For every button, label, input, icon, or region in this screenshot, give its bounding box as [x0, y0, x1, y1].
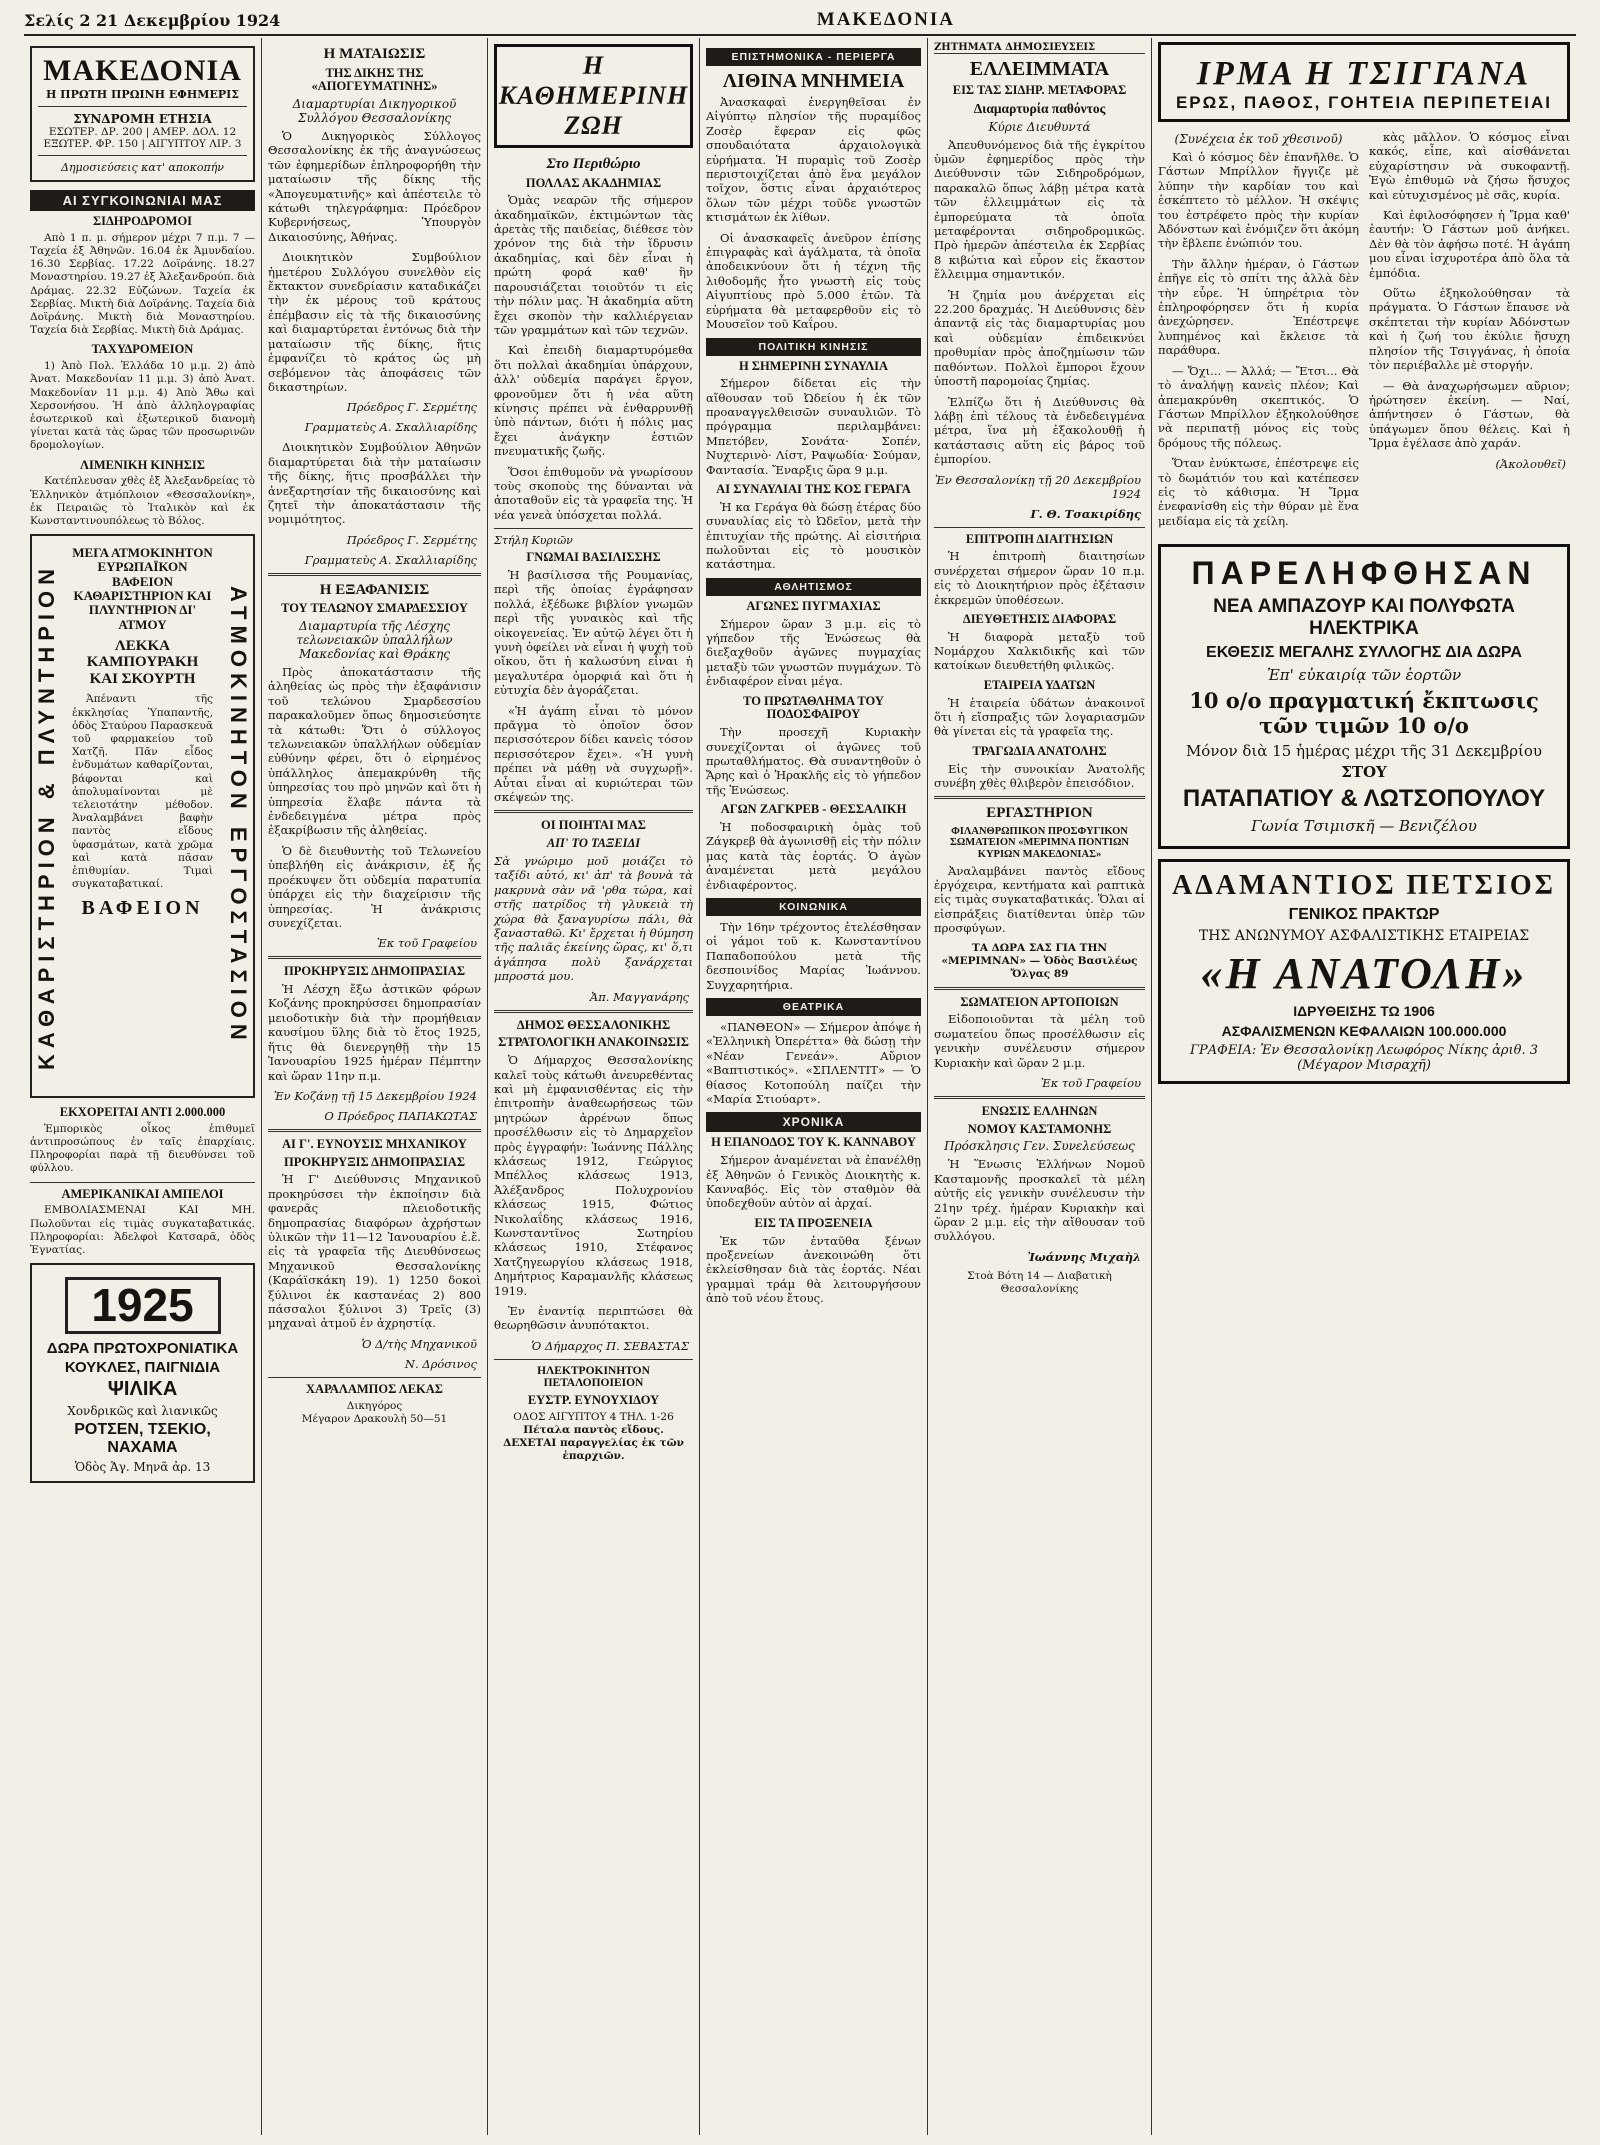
article-2-paragraph-2: Ὁ δὲ διευθυντὴς τοῦ Τελωνείου ὑπεβλήθη εἰς ἀνάκρισιν, ἐξ ἧς προέκυψεν ὅτι οὐδεμία παρατυπία ὑπάρχει εἰς τὴν διαχείρισιν τῆς ὑπηρεσίας. Ἡ ἀνάκρισις συνεχίζεται.	[268, 843, 481, 930]
article-3-signature-1: Ἐν Κοζάνῃ τῇ 15 Δεκεμβρίου 1924	[273, 1088, 477, 1103]
article-18-paragraph: Ἡ διαφορὰ μεταξὺ τοῦ Νομάρχου Χαλκιδικῆς καὶ τῶν κατοίκων διευθετήθη φιλικῶς.	[934, 629, 1145, 673]
article-4-signature-2: Ν. Δρόσινος	[404, 1356, 477, 1371]
article-21-subheadline: ΦΙΛΑΝΘΡΩΠΙΚΟΝ ΠΡΟΣΦΥΓΙΚΟΝ ΣΩΜΑΤΕΙΟΝ «ΜΕΡΙΜΝΑ ΠΟΝΤΙΩΝ ΚΥΡΙΩΝ ΜΑΚΕΔΟΝΙΑΣ»	[950, 825, 1129, 860]
insurance-advert	[1158, 859, 1570, 1084]
column-2	[262, 38, 488, 2135]
social-section-label: ΚΟΙΝΩΝΙΚΑ	[706, 898, 921, 916]
farrier-advert-line-2: ΔΕΧΕΤΑΙ παραγγελίας ἐκ τῶν ἐπαρχιῶν.	[503, 1436, 684, 1462]
serial-subtitle: ΕΡΩΣ, ΠΑΘΟΣ, ΓΟΗΤΕΙΑ ΠΕΡΙΠΕΤΕΙΑΙ	[1175, 93, 1553, 112]
article-13-paragraph: Ἡ ποδοσφαιρικὴ ὁμὰς τοῦ Ζάγκρεβ θὰ ἀγωνισθῇ εἰς τὴν πόλιν μας κατὰ τὰς ἑορτάς. Ὁ ἀγὼν ἀναμένεται μετὰ μεγάλου ἐνδιαφέροντος.	[706, 819, 921, 892]
article-10-headline: ΑΙ ΣΥΝΑΥΛΙΑΙ ΤΗΣ ΚΟΣ ΓΕΡΑΓΑ	[716, 482, 911, 497]
railways-heading: ΣΙΔΗΡΟΔΡΟΜΟΙ	[92, 214, 193, 228]
article-8-paragraph-2: Οἱ ἀνασκαφεῖς ἀνεῦρον ἐπίσης ἐπιγραφὰς καὶ ἀγάλματα, τὰ ὁποῖα ἀποδεικνύουν ὅτι ἡ τέχνη τῆς λιθοδομῆς ἦτο γνωστὴ εἰς τοὺς Αἰγυπτίους πρὸ 5.000 ἐτῶν. Τὰ εὑρήματα θὰ μεταφερθοῦν εἰς τὸ Μουσεῖον τοῦ Καΐρου.	[706, 230, 921, 332]
farrier-advert-name: ΕΥΣΤΡ. ΕΥΝΟΥΧΙΔΟΥ	[527, 1393, 660, 1408]
article-16-kicker: Διαμαρτυρία παθόντος	[973, 100, 1106, 116]
article-3-headline: ΠΡΟΚΗΡΥΞΙΣ ΔΗΜΟΠΡΑΣΙΑΣ	[284, 964, 465, 979]
social-paragraph: Τὴν 16ην τρέχοντος ἐτελέσθησαν οἱ γάμοι τοῦ κ. Κωνσταντίνου Παπαδοπούλου μετὰ τῆς δεσποινίδος Μαρίας Ἰωάννου. Συγχαρητήρια.	[706, 919, 921, 992]
paper-title-box	[30, 46, 255, 182]
article-8-paragraph-1: Ἀνασκαφαὶ ἐνεργηθεῖσαι ἐν Αἰγύπτῳ πλησίον τῆς πυραμίδος Ζοσὲρ ἔφεραν εἰς φῶς σπουδαιότατα ἀρχαιολογικὰ εὑρήματα. Ἡ πυραμὶς τοῦ Ζοσὲρ περιστοιχίζεται ἀπὸ ἕνα μεγάλον τοῖχον, ὅστις εἶναι ἀρχαιότερος ὅλων τῶν μέχρι τοῦδε γνωστῶν κτισμάτων ἐκ λίθων.	[706, 95, 921, 225]
advert-year: 1925	[65, 1277, 221, 1334]
article-2-kicker: Διαμαρτυρία τῆς Λέσχης τελωνειακῶν ὑπαλλήλων Μακεδονίας καὶ Θράκης	[296, 619, 453, 661]
article-1-subheadline: ΤΗΣ ΔΙΚΗΣ ΤΗΣ «ΑΠΟΓΕΥΜΑΤΙΝΗΣ»	[311, 65, 438, 94]
article-4-headline: ΑΙ Γ'. ΕΥΝΟΥΣΙΣ ΜΗΧΑΝΙΚΟΥ	[282, 1136, 467, 1151]
article-14-headline: Η ΕΠΑΝΟΔΟΣ ΤΟΥ Κ. ΚΑΝΝΑΒΟΥ	[711, 1135, 916, 1150]
article-4-paragraph: Ἡ Γ' Διεύθυνσις Μηχανικοῦ προκηρύσσει τὴν ἐκποίησιν διὰ φανερᾶς πλειοδοτικῆς δημοπρασίας διαφόρων ἀχρήστων ὑλικῶν τὴν 11—12 Ἰανουαρίου ἐ.ἔ. εἰς τὰ γραφεῖα τῆς Διευθύνσεως Μηχανικοῦ Θεσσαλονίκης (Καράϊσκάκη 19). 1) 1250 δοκοὶ ξύλινοι ἐκ καστανέας 2) 800 πάσσαλοι ξύλινοι 3) Τρεῖς (3) μηχαναὶ ἀτμοῦ ἐν ἀχρηστίᾳ.	[268, 1172, 481, 1331]
poem-author: Ἀπ. Μαγγανάρης	[589, 989, 689, 1004]
article-6-paragraph-2: «Ἡ ἀγάπη εἶναι τὸ μόνον πρᾶγμα τὸ ὁποῖον ὅσον περισσότερον δίδει κανεὶς τόσον περισσότερον ἔχει». «Ἡ γυνὴ πρέπει νὰ μάθῃ νὰ συγχωρῇ». Αὗται εἶναι αἱ κυριώτεραι τῶν σκέψεών της.	[494, 703, 693, 805]
article-1-signature-2: Γραμματεὺς Α. Σκαλλιαρίδης	[304, 420, 477, 435]
paper-subtitle: Η ΠΡΩΤΗ ΠΡΩΙΝΗ ΕΦΗΜΕΡΙΣ	[45, 88, 240, 101]
vines-heading: ΑΜΕΡΙΚΑΝΙΚΑΙ ΑΜΠΕΛΟΙ	[61, 1186, 224, 1201]
port-heading: ΛΙΜΕΝΙΚΗ ΚΙΝΗΣΙΣ	[80, 457, 205, 472]
advert-heading: ΜΕΓΑ ΑΤΜΟΚΙΝΗΤΟΝ ΕΥΡΩΠΑΪΚΟΝ ΒΑΦΕΙΟΝ ΚΑΘΑΡΙΣΤΗΡΙΟΝ ΚΑΙ ΠΛΥΝΤΗΡΙΟΝ ΔΙ' ΑΤΜΟΥ	[72, 545, 213, 632]
article-23-subheadline: ΝΟΜΟΥ ΚΑΣΤΑΜΟΝΗΣ	[967, 1121, 1112, 1136]
insurance-advert-name: ΑΔΑΜΑΝΤΙΟΣ ΠΕΤΣΙΟΣ	[1172, 870, 1556, 902]
paper-title: ΜΑΚΕΔΟΝΙΑ	[43, 54, 242, 87]
section-title-daily-life: Η ΚΑΘΗΜΕΡΙΝΗ ΖΩΗ	[494, 44, 693, 148]
lighting-advert-line-3: ΕΚΘΕΣΙΣ ΜΕΓΑΛΗΣ ΣΥΛΛΟΓΗΣ ΔΙΑ ΔΩΡΑ	[1206, 644, 1522, 662]
article-16-paragraph-1: Ἀπευθυνόμενος διὰ τῆς ἐγκρίτου ὑμῶν ἐφημερίδος πρὸς τὴν Διεύθυνσιν τῶν Σιδηροδρόμων, παρακαλῶ ὅπως λάβῃ μέτρα κατὰ τῶν ἐλλειμμάτων εἰς τὰ ἐμπορεύματα τὰ ὁποῖα μεταφέρονται σιδηροδρομικῶς. Πρὸ ἡμερῶν ἀπέστειλα ἐκ Σερβίας 8 κιβώτια καὶ εὗρον εἰς ἕκαστον ἔλλειμμα σημαντικόν.	[934, 137, 1145, 282]
article-7-paragraph-1: Ὁ Δήμαρχος Θεσσαλονίκης καλεῖ τοὺς κάτωθι ἀνευρεθέντας καὶ μὴ ἐμφανισθέντας εἰς τὴν ἐπιτροπὴν ἀναθεωρήσεως τῶν μητρώων ἀρρένων ὅπως προσέλθωσιν εἰς τὸ Δημαρχεῖον πρὸς ἐγγραφήν: Ἰωάννης Πάλλης κλάσεως 1912, Γεώργιος Μπέλλος κλάσεως 1913, Ἀλέξανδρος Πολυχρονίου κλάσεως 1915, Φώτιος Νικολαΐδης κλάσεως 1916, Κωνσταντῖνος Σωτηρίου κλάσεως 1910, Στέφανος Χατζηγεωργίου κλάσεως 1918, Δημήτριος Καραμανλῆς κλάσεως 1919.	[494, 1053, 693, 1298]
advert-line-5: ΡΟΤΣΕΝ, ΤΣΕΚΙΟ, ΝΑΧΑΜΑ	[74, 1421, 211, 1457]
column-5	[928, 38, 1152, 2135]
serial-continuation-note: (Συνέχεια ἐκ τοῦ χθεσινοῦ)	[1174, 132, 1343, 146]
farrier-advert-address: ΟΔΟΣ ΑΙΓΥΠΤΟΥ 4 ΤΗΛ. 1-26	[513, 1410, 674, 1423]
advert-vertical-right: ΑΤΜΟΚΙΝΗΤΟΝ ΕΡΓΟΣΤΑΣΙΟΝ	[226, 586, 251, 1046]
article-5-paragraph-1: Ὁμὰς νεαρῶν τῆς σήμερον ἀκαδημαϊκῶν, ἐκτιμώντων τὰς ἀρετὰς τῆς παιδείας, διέθεσε τὸν χρόνον της διὰ τὴν ἵδρυσιν ἀκαδημίας, καὶ δὲν εἶναι ἡ πρώτη φορά καθ' ἣν παρουσιάζεται τοιοῦτόν τι εἰς τὴν πόλιν μας. Ἡ ἀκαδημία αὕτη ἔχει σκοπὸν τὴν καλλιέργειαν τῶν γραμμάτων καὶ τῶν τεχνῶν.	[494, 193, 693, 337]
article-2-signature: Ἐκ τοῦ Γραφείου	[376, 936, 477, 951]
article-16-paragraph-2: Ἡ ζημία μου ἀνέρχεται εἰς 22.200 δραχμάς. Ἡ Διεύθυνσις δὲν ἀπαντᾷ εἰς τὰς διαμαρτυρίας μου καὶ οὐδεμίαν ἐπιδεικνύει προθυμίαν πρὸς ἀποζημίωσιν τῶν παθόντων. Πολλοὶ ἔμποροι ἔχουν ὑποστῆ παρομοίας ζημίας.	[934, 287, 1145, 389]
new-year-gifts-advert	[30, 1263, 255, 1483]
farrier-advert-line-1: Πέταλα παντὸς εἴδους.	[523, 1423, 664, 1436]
article-23-signature-1: Ἰωάννης Μιχαὴλ	[1027, 1249, 1141, 1264]
article-19-headline: ΕΤΑΙΡΕΙΑ ΥΔΑΤΩΝ	[983, 677, 1096, 692]
article-16-salutation: Κύριε Διευθυντά	[988, 119, 1091, 134]
article-5-paragraph-2: Καὶ ἐπειδὴ διαμαρτυρόμεθα ὅτι πολλαὶ ἀκαδημίαι ὑπάρχουν, ἀλλ' οὐδεμία παράγει ἔργον, φρονοῦμεν ὅτι ἡ νέα αὕτη κίνησις πρέπει νὰ ἐνθαρρυνθῇ ὑπὸ πάντων, διότι ἡ πόλις μας ἔχει ἀνάγκην ἑστιῶν πνευματικῆς ζωῆς.	[494, 343, 693, 459]
article-13-headline: ΑΓΩΝ ΖΑΓΚΡΕΒ - ΘΕΣΣΑΛΙΚΗ	[720, 802, 907, 817]
subscription-line-2: ΕΞΩΤΕΡ. ΦΡ. 150 | ΑΙΓΥΠΤΟΥ ΛΙΡ. 3	[43, 138, 242, 150]
article-1-kicker: Διαμαρτυρίαι Δικηγορικοῦ Συλλόγου Θεσσαλονίκης	[292, 97, 457, 125]
ladies-column-label: Στήλη Κυριῶν	[494, 534, 573, 548]
sports-section-label: ΑΘΛΗΤΙΣΜΟΣ	[706, 578, 921, 596]
export-text: Ἑμπορικὸς οἶκος ἐπιθυμεῖ ἀντιπροσώπους ἐν ταῖς ἐπαρχίαις. Πληροφορίαι παρὰ τῇ διευθύνσει τοῦ φύλλου.	[30, 1122, 255, 1175]
lighting-advert-line-8: ΠΑΤΑΠΑΤΙΟΥ & ΛΩΤΣΟΠΟΥΛΟΥ	[1182, 785, 1546, 813]
article-7-signature: Ὁ Δήμαρχος Π. ΣΕΒΑΣΤΑΣ	[531, 1338, 689, 1353]
serial-to-be-continued: (Ἀκολουθεῖ)	[1495, 456, 1566, 471]
article-1-signature-3: Πρόεδρος Γ. Σερμέτης	[346, 532, 477, 547]
insurance-advert-role: ΓΕΝΙΚΟΣ ΠΡΑΚΤΩΡ	[1288, 906, 1440, 924]
port-text: Κατέπλευσαν χθὲς ἐξ Ἀλεξανδρείας τὸ Ἑλληνικὸν ἀτμόπλοιον «Θεσσαλονίκη», ἐκ Πειραιῶς τὸ Ἰταλικὸν καὶ ἐκ Κωνσταντινουπόλεως τὸ Βόλος.	[30, 475, 255, 527]
serial-left-paragraph-1: Καὶ ὁ κόσμος δὲν ἐπανῆλθε. Ὁ Γάστων Μπρίλλον ἤγγιζε μὲ λύπην τὴν καρδίαν του καὶ ἐσκέπτετο τὸ μέλλον. Ἡ σκέψις του ἐστρέφετο πρὸς τὴν κυρίαν Ἀδόνστων καὶ ἐνόμιζεν ὅτι ἀκόμη τὴν ἔβλεπε ἐνώπιόν του.	[1158, 150, 1359, 251]
lighting-advert-line-9: Γωνία Τσιμισκῆ — Βενιζέλου	[1251, 817, 1477, 836]
article-21-note: ΤΑ ΔΩΡΑ ΣΑΣ ΓΙΑ ΤΗΝ «ΜΕΡΙΜΝΑΝ» — Ὁδὸς Βασιλέως Ὄλγας 89	[941, 941, 1138, 980]
article-22-signature: Ἐκ τοῦ Γραφείου	[1040, 1075, 1141, 1090]
lawyer-advert-name: ΧΑΡΑΛΑΜΠΟΣ ΛΕΚΑΣ	[306, 1381, 443, 1396]
advert-body: Ἀπέναντι τῆς ἐκκλησίας Ὑπαπαντῆς, ὁδὸς Σταύρου Παρασκευᾶ τοῦ φαρμακείου τοῦ Χατζῆ. Πᾶν εἶδος ἐνδυμάτων καθαρίζονται, βάφονται καὶ ἀπολυμαίνονται μὲ τελειοτάτην μέθοδον. Ἀναλαμβάνει βαφὴν παντὸς εἴδους ὑφασμάτων, κατὰ χρῶμα καὶ κατὰ πᾶσαν ἐπιθυμίαν. Τιμαὶ συγκαταβατικαί.	[72, 693, 213, 891]
serial-body	[1158, 130, 1570, 534]
serial-title: ΙΡΜΑ Η ΤΣΙΓΓΑΝΑ	[1196, 55, 1532, 92]
insurance-advert-founded: ΙΔΡΥΘΕΙΣΗΣ ΤΩ 1906	[1293, 1003, 1435, 1020]
article-15-paragraph: Ἐκ τῶν ἐνταῦθα ξένων προξενείων ἀνεκοινώθη ὅτι ἐκλείσθησαν διὰ τὰς ἑορτάς. Νέαι γραμμαὶ τράμ θὰ λειτουργήσουν ἀπὸ τοῦ νέου ἔτους.	[706, 1233, 921, 1306]
header-date: Σελίς 2 21 Δεκεμβρίου 1924	[24, 10, 281, 30]
article-2-headline: Η ΕΞΑΦΑΝΙΣΙΣ	[319, 581, 430, 598]
railways-text: Απὸ 1 π. μ. σήμερον μέχρι 7 π.μ. 7 — Ταχεία ἐξ Ἀθηνῶν. 16.04 ἐκ Ἀμυνδαίου. 16.30 Σερβίας. 17.22 Δοϊράνης. 18.27 Μοναστηρίου. 19.27 ἐξ Ἀλεξανδρούπ. διὰ Δράμας. 22.32 Εὐζώνων. Ταχεία ἐκ Σερβίας. Μικτὴ διὰ Δοϊράνης. Ταχεία διὰ Δοϊράνης. Μικτὴ διὰ Μοναστηρίου. Ταχεία διὰ Σερβίας. Μικτὴ διὰ Δράμας.	[30, 231, 255, 337]
post-office-heading: ΤΑΧΥΔΡΟΜΕΙΟΝ	[91, 342, 194, 357]
article-1-paragraph-1: Ὁ Δικηγορικὸς Σύλλογος Θεσσαλονίκης ἐκ τῆς ἀναγνώσεως τῶν ἐφημερίδων ἐπληροφορήθη τὴν ματαίωσιν τῆς δίκης τῆς «Ἀπογευματινῆς» καὶ ἀπέστειλε τὸ κάτωθι τηλεγράφημα: Πρόεδρον Κυβερνήσεως, Ὑπουργὸν Δικαιοσύνης, Ἀθήνας.	[268, 129, 481, 244]
article-22-paragraph: Εἰδοποιοῦνται τὰ μέλη τοῦ σωματείου ὅπως προσέλθωσιν εἰς γενικὴν συνέλευσιν σήμερον Κυριακὴν καὶ ὥραν 2 μ.μ.	[934, 1012, 1145, 1070]
column-6	[1152, 38, 1576, 2135]
article-5-paragraph-3: Ὅσοι ἐπιθυμοῦν νὰ γνωρίσουν τοὺς σκοποὺς της δύνανται νὰ ἀποταθοῦν εἰς τὰ γραφεῖα της. Ἡ νέα γενεὰ ὑπόσχεται πολλά.	[494, 464, 693, 522]
article-23-headline: ΕΝΩΣΙΣ ΕΛΛΗΝΩΝ	[981, 1103, 1098, 1118]
cultural-section-label: ΠΟΛΙΤΙΚΗ ΚΙΝΗΣΙΣ	[706, 338, 921, 356]
article-1-headline: Η ΜΑΤΑΙΩΣΙΣ	[323, 46, 426, 62]
article-23-signature-2: Στοὰ Βότη 14 — Διαβατικὴ Θεσσαλονίκης	[967, 1269, 1112, 1295]
lighting-advert-line-2: ΝΕΑ ΑΜΠΑΖΟΥΡ ΚΑΙ ΠΟΛΥΦΩΤΑ ΗΛΕΚΤΡΙΚΑ	[1213, 596, 1515, 640]
article-14-paragraph: Σήμερον ἀναμένεται νὰ ἐπανέλθῃ ἐξ Ἀθηνῶν ὁ Γενικὸς Διοικητὴς κ. Κανναβός. Εἰς τὸν σταθμὸν θὰ ὑποδεχθοῦν αὐτὸν αἱ ἀρχαί.	[706, 1153, 921, 1211]
insurance-advert-company-type: ΤΗΣ ΑΝΩΝΥΜΟΥ ΑΣΦΑΛΙΣΤΙΚΗΣ ΕΤΑΙΡΕΙΑΣ	[1198, 928, 1530, 945]
article-5-headline: Στο Περιθώριο	[546, 156, 641, 172]
lawyer-advert-role: Δικηγόρος	[346, 1399, 403, 1412]
chronicle-section-label: ΧΡΟΝΙΚΑ	[706, 1112, 921, 1132]
article-7-headline: ΔΗΜΟΣ ΘΕΣΣΑΛΟΝΙΚΗΣ	[516, 1017, 671, 1032]
subscription-line-1: ΕΣΩΤΕΡ. ΔΡ. 200 | ΑΜΕΡ. ΔΟΛ. 12	[48, 126, 237, 138]
article-11-headline: ΑΓΩΝΕΣ ΠΥΓΜΑΧΙΑΣ	[746, 598, 881, 613]
article-23-paragraph: Ἡ Ἕνωσις Ἑλλήνων Νομοῦ Κασταμονῆς προσκαλεῖ τὰ μέλη αὐτῆς εἰς γενικὴν συνέλευσιν τὴν 21ην τρέχ. ἡμέραν Κυριακὴν καὶ ὥραν 2 μ.μ. εἰς τὴν αἴθουσαν τοῦ συλλόγου.	[934, 1157, 1145, 1244]
advert-line-2: ΚΟΥΚΛΕΣ, ΠΑΙΓΝΙΔΙΑ	[64, 1358, 221, 1376]
issues-section-label: ΖΗΤΗΜΑΤΑ ΔΗΜΟΣΙΕΥΣΕΙΣ	[934, 42, 1145, 54]
column-4	[700, 38, 928, 2135]
poem-title: ΑΠ' ΤΟ ΤΑΞΕΙΔΙ	[546, 836, 641, 851]
article-17-paragraph: Ἡ ἐπιτροπὴ διαιτησίων συνέρχεται σήμερον ὥραν 10 π.μ. εἰς τὸ Διοικητήριον πρὸς ἐξέτασιν ἐκκρεμῶν ὑποθέσεων.	[934, 549, 1145, 607]
article-21-paragraph: Ἀναλαμβάνει παντὸς εἴδους ἐργόχειρα, κεντήματα καὶ ραπτικὰ εἰς τιμὰς συγκαταβατικάς. Ὅλαι αἱ εἰσπράξεις διατίθενται ὑπὲρ τῶν προσφύγων.	[934, 863, 1145, 936]
dry-cleaner-advert	[30, 534, 255, 1098]
serial-right-paragraph-3: Οὕτω ἐξηκολούθησαν τὰ πράγματα. Ὁ Γάστων ἔπαυσε νὰ σκέπτεται τὴν κυρίαν Ἀδόνστων καὶ ἡ ζωή του ἐκύλιε ἥσυχη πλησίον τῆς Τσιγγάνας, ἡ ὁποία τὸν περιέβαλλε μὲ στοργήν.	[1369, 286, 1570, 373]
farrier-advert-title: ΗΛΕΚΤΡΟΚΙΝΗΤΟΝ ΠΕΤΑΛΟΠΟΙΕΙΟΝ	[537, 1364, 650, 1390]
serial-right-paragraph-1: κὰς μᾶλλον. Ὁ κόσμος εἶναι κακός, εἶπε, καὶ αἰσθάνεται εὐχαρίστησιν νὰ συκοφαντῇ. Ἐγὼ ἐπιθυμῶ νὰ ζήσω ἥσυχος καὶ εὐτυχισμένος μὲ σᾶς, κυρία.	[1369, 130, 1570, 202]
column-1	[24, 38, 262, 2135]
lighting-advert-line-1: ΠΑΡΕΛΗΦΘΗΣΑΝ	[1191, 555, 1537, 592]
article-1-signature-4: Γραμματεὺς Α. Σκαλλιαρίδης	[304, 552, 477, 567]
article-19-paragraph: Ἡ ἑταιρεία ὑδάτων ἀνακοινοῖ ὅτι ἡ εἴσπραξις τῶν λογαριασμῶν θὰ γίνεται εἰς τὰ γραφεῖα της.	[934, 695, 1145, 739]
article-6-headline: ΓΝΩΜΑΙ ΒΑΣΙΛΙΣΣΗΣ	[526, 550, 661, 565]
article-23-kicker: Πρόσκλησις Γεν. Συνελεύσεως	[944, 1139, 1135, 1154]
advert-vertical-left: ΚΑΘΑΡΙΣΤΗΡΙΟΝ & ΠΛΥΝΤΗΡΙΟΝ	[34, 562, 59, 1070]
theatre-section-label: ΘΕΑΤΡΙΚΑ	[706, 998, 921, 1016]
advert-line-3: ΨΙΛΙΚΑ	[107, 1377, 178, 1400]
insurance-advert-building: (Μέγαρον Μισραχῆ)	[1297, 1058, 1431, 1074]
article-17-headline: ΕΠΙΤΡΟΠΗ ΔΙΑΙΤΗΣΙΩΝ	[965, 531, 1114, 546]
insurance-advert-company-name: «Η ΑΝΑΤΟΛΗ»	[1200, 949, 1528, 999]
article-20-headline: ΤΡΑΓΩΔΙΑ ΑΝΑΤΟΛΗΣ	[972, 743, 1107, 758]
serial-left-paragraph-3: — Ὄχι... — Ἀλλά; — Ἔτσι... Θὰ τὸ ἀναλήψῃ κανεὶς πλέον; Καὶ ἀπεμακρύνθη σκεπτικός. Ὁ Γάστων Μπρίλλον ἐξηκολούθησε νὰ περιπατῇ μόνος εἰς τοὺς δρόμους τῆς πόλεως.	[1158, 363, 1359, 450]
vines-text: ΕΜΒΟΛΙΑΣΜΕΝΑΙ ΚΑΙ ΜΗ. Πωλοῦνται εἰς τιμὰς συγκαταβατικάς. Πληροφορίαι: Ἀδελφοὶ Κατσαρᾶ, ὁδὸς Ἐγνατίας.	[30, 1204, 255, 1257]
lawyer-advert-address: Μέγαρον Δρακουλὴ 50—51	[301, 1412, 448, 1425]
article-4-signature-1: Ὁ Δ/τὴς Μηχανικοῦ	[361, 1336, 477, 1351]
lighting-advert-line-6: Μόνον διὰ 15 ἡμέρας μέχρι τῆς 31 Δεκεμβρίου	[1185, 742, 1543, 761]
article-3-signature-2: Ο Πρόεδρος ΠΑΠΑΚΩΤΑΣ	[324, 1108, 477, 1123]
article-16-signature-1: Ἐν Θεσσαλονίκῃ τῇ 20 Δεκεμβρίου 1924	[934, 472, 1141, 501]
subscription-note: Δημοσιεύσεις κατ' αποκοπήν	[61, 161, 224, 174]
advert-owner-names: ΛΕΚΚΑ ΚΑΜΠΟΥΡΑΚΗ ΚΑΙ ΣΚΟΥΡΤΗ	[86, 637, 199, 687]
article-18-headline: ΔΙΕΥΘΕΤΗΣΙΣ ΔΙΑΦΟΡΑΣ	[962, 611, 1117, 626]
advert-line-4: Χονδρικῶς καὶ λιανικῶς	[67, 1403, 218, 1418]
article-2-subheadline: ΤΟΥ ΤΕΛΩΝΟΥ ΣΜΑΡΔΕΣΣΙΟΥ	[281, 601, 468, 616]
advert-footer: ΒΑΦΕΙΟΝ	[81, 897, 204, 920]
article-21-headline: ΕΡΓΑΣΤΗΡΙΟΝ	[986, 805, 1093, 822]
article-3-paragraph: Ἡ Λέσχη ἔξω ἀστικῶν φόρων Κοζάνης προκηρύσσει δημοπρασίαν μειοδοτικὴν διὰ τὴν προμήθειαν καυσίμου ὕλης διὰ τὸ ἔτος 1925, ἥτις θὰ διενεργηθῇ τὴν 15 Ἰανουαρίου 1925 ἡμέραν Πέμπτην καὶ ὥραν 11ην π.μ.	[268, 982, 481, 1083]
article-16-paragraph-3: Ἐλπίζω ὅτι ἡ Διεύθυνσις θὰ λάβῃ ἐπὶ τέλους τὰ ἐνδεδειγμένα μέτρα, ἵνα μὴ ἐξακολουθῇ ἡ κατάστασις αὕτη εἰς βάρος τοῦ ἐμπορίου.	[934, 394, 1145, 467]
article-10-paragraph: Ἡ κα Γεράγα θὰ δώσῃ ἑτέρας δύο συναυλίας εἰς τὸ Ὠδεῖον, μετὰ τὴν ἐπιτυχίαν τῆς πρώτης. Αἱ εἰσιτήρια πωλοῦνται εἰς τὸ μουσικὸν κατάστημα.	[706, 499, 921, 572]
insurance-advert-offices: ΓΡΑΦΕΙΑ: Ἐν Θεσσαλονίκῃ Λεωφόρος Νίκης ἀριθ. 3	[1190, 1043, 1538, 1059]
lighting-advert-line-4: Ἐπ' εὐκαιρίᾳ τῶν ἑορτῶν	[1266, 666, 1462, 685]
article-7-subheadline: ΣΤΡΑΤΟΛΟΓΙΚΗ ΑΝΑΚΟΙΝΩΣΙΣ	[498, 1035, 689, 1050]
article-6-paragraph-1: Ἡ βασίλισσα τῆς Ρουμανίας, περὶ τῆς ὁποίας ἐγράφησαν πολλά, ἐξέδωκε βιβλίον γνωμῶν περὶ τῆς γυναικὸς καὶ τῆς οἰκογενείας. Ἐν αὐτῷ λέγει ὅτι ἡ γυνὴ ὀφείλει νὰ εἶναι ἡ ψυχὴ τοῦ οἴκου, ὅτι ἡ καλωσύνη εἶναι ἡ μεγαλυτέρα ὀμορφιά καὶ ὅτι ἡ εὐτυχία δὲν ἀγοράζεται.	[494, 567, 693, 698]
article-5-subheadline: ΠΟΛΛΑΣ ΑΚΑΔΗΜΙΑΣ	[525, 175, 662, 190]
article-12-paragraph: Τὴν προσεχῆ Κυριακὴν συνεχίζονται οἱ ἀγῶνες τοῦ πρωταθλήματος. Θὰ συναντηθοῦν ὁ Ἄρης καὶ ὁ Ἡρακλῆς εἰς τὸ γήπεδον τῆς Ἑνώσεως.	[706, 725, 921, 797]
header-paper-name: ΜΑΚΕΔΟΝΙΑ	[816, 9, 955, 30]
page-header	[24, 6, 1576, 36]
article-12-headline: ΤΟ ΠΡΩΤΑΘΛΗΜΑ ΤΟΥ ΠΟΔΟΣΦΑΙΡΟΥ	[743, 693, 884, 722]
article-1-signature-1: Πρόεδρος Γ. Σερμέτης	[346, 400, 477, 415]
serial-right-paragraph-2: Καὶ ἐφιλοσόφησεν ἡ Ἴρμα καθ' ἑαυτήν: Ὁ Γάστων μοῦ ἀνήκει. Δὲν θὰ τὸν ἀφήσω ποτέ. Ἡ ἀγάπη μου εἶναι ἰσχυροτέρα ἀπὸ ὅλα τὰ ἐμπόδια.	[1369, 208, 1570, 280]
subscription-title: ΣΥΝΔΡΟΜΗ ΕΤΗΣΙΑ	[73, 112, 212, 126]
post-office-text: 1) Ἀπὸ Πολ. Ἑλλάδα 10 μ.μ. 2) ἀπὸ Ἀνατ. Μακεδονίαν 11 μ.μ. 3) ἀπὸ Ἀνατ. Μακεδονίαν 11 μ.μ. 4) Ἀπὸ Ἄθω καὶ Χερσονήσου. Ἡ ἀπὸ ἀλληλογραφίας ἐσωτερικοῦ καὶ ἐξωτερικοῦ διανομὴ γίνεται κατὰ τὰς ὥρας τῶν προσωρινῶν δρομολογίων.	[30, 360, 255, 452]
article-15-headline: ΕΙΣ ΤΑ ΠΡΟΞΕΝΕΙΑ	[754, 1215, 873, 1230]
article-9-headline: Η ΣΗΜΕΡΙΝΗ ΣΥΝΑΥΛΙΑ	[738, 358, 889, 373]
column-3	[488, 38, 700, 2135]
poem-text: Σὰ γνώριμο μοῦ μοιάζει τὸ ταξίδι αὐτό, κι' ἀπ' τὰ βουνὰ τὰ μακρυνὰ σὰν νᾶ 'ρθα τώρα, καὶ στῆς πατρίδος τὴ γλυκειὰ τὴ χώρα θὰ ξαναγυρίσω πάλι, θὰ ξανασταθῶ. Κι' ἔρχεται ἡ θύμηση τῆς παλιᾶς ἐκείνης ὥρας, κι' ὅ,τι ἀγάπησα πολὺ ξανάρχεται μπροστά μου.	[494, 853, 693, 984]
article-2-paragraph-1: Πρὸς ἀποκατάστασιν τῆς ἀληθείας ὡς πρὸς τὴν ἐξαφάνισιν τοῦ τελώνου Σμαρδεσσίου παρακαλοῦμεν ὅπως δημοσιεύσητε τὰ κάτωθι: Ὅτι ὁ σύλλογος τελωνειακῶν ὑπαλλήλων οὐδεμίαν εὐθύνην φέρει, ὅτι ὁ εἰρημένος ὑπάλληλος ἀπεμακρύνθη τῆς ὑπηρεσίας του πρὸ μηνῶν καὶ ὅτι ἡ ὑπηρεσία ἔλαβε πάντα τὰ ἐνδεδειγμένα μέτρα πρὸς ἐξακρίβωσιν τῆς ἀληθείας.	[268, 665, 481, 838]
article-1-paragraph-3: Διοικητικὸν Συμβούλιον Ἀθηνῶν διαμαρτύρεται διὰ τὴν ματαίωσιν τῆς δίκης, ἥτις προσβάλλει τὴν ἀνεξαρτησίαν τῆς δικαιοσύνης καὶ ζητεῖ τὴν ἀποκατάστασιν τῆς νομιμότητος.	[268, 440, 481, 527]
science-section-label: ΕΠΙΣΤΗΜΟΝΙΚΑ - ΠΕΡΙΕΡΓΑ	[706, 48, 921, 66]
article-16-headline: ΕΛΛΕΙΜΜΑΤΑ	[969, 58, 1110, 80]
lighting-advert-line-5: 10 ο/ο πραγματική ἔκπτωσις τῶν τιμῶν 10 ο/ο	[1189, 688, 1539, 739]
insurance-advert-capital: ΑΣΦΑΛΙΣΜΕΝΩΝ ΚΕΦΑΛΑΙΩΝ 100.000.000	[1221, 1023, 1507, 1040]
lighting-shop-advert	[1158, 544, 1570, 849]
poetry-section-headline: ΟΙ ΠΟΙΗΤΑΙ ΜΑΣ	[541, 818, 646, 833]
advert-line-6: Ὁδὸς Ἁγ. Μηνᾶ ἀρ. 13	[74, 1460, 211, 1475]
article-9-paragraph: Σήμερον δίδεται εἰς τὴν αἴθουσαν τοῦ Ὠδείου ἡ ἐκ τῶν προαναγγελθεισῶν συναυλιῶν. Τὸ πρόγραμμα περιλαμβάνει: Μπετόβεν, Σονάτα· Σοπέν, Νυχτερινὸ· Λίστ, Ραψωδία· Σούμαν, Φαντασία. Ἔναρξις ὥρα 9 μ.μ.	[706, 376, 921, 477]
serial-left-paragraph-2: Τὴν ἄλλην ἡμέραν, ὁ Γάστων ἐπῆγε εἰς τὸ σπίτι της ἀλλὰ δὲν τὴν εὗρε. Ἡ ὑπηρέτρια τὸν ἐπληροφόρησεν ὅτι ἡ κυρία ἀνεχώρησεν. Ἐπέστρεψε λυπημένος καὶ ἔκλεισε τὰ παράθυρα.	[1158, 256, 1359, 358]
export-heading: ΕΚΧΟΡΕΙΤΑΙ ΑΝΤΙ 2.000.000	[59, 1105, 226, 1120]
serial-right-paragraph-4: — Θὰ ἀναχωρήσωμεν αὔριον; ἠρώτησεν ἐκείνη. — Ναί, ἀπήντησεν ὁ Γάστων, θὰ ὑπάγωμεν ὅπου θέλεις. Καὶ ἡ Ἴρμα ἐγέλασε ἀπὸ χαράν.	[1369, 378, 1570, 451]
article-20-paragraph: Εἰς τὴν συνοικίαν Ἀνατολῆς συνέβη χθὲς θλιβερὸν ἐπεισόδιον.	[934, 761, 1145, 790]
advert-line-1: ΔΩΡΑ ΠΡΩΤΟΧΡΟΝΙΑΤΙΚΑ	[46, 1339, 239, 1357]
article-4-subheadline: ΠΡΟΚΗΡΥΞΙΣ ΔΗΜΟΠΡΑΣΙΑΣ	[284, 1154, 465, 1169]
lighting-advert-line-7: ΣΤΟΥ	[1341, 763, 1387, 782]
communications-banner: ΑΙ ΣΥΓΚΟΙΝΩΝΙΑΙ ΜΑΣ	[30, 190, 255, 211]
article-1-paragraph-2: Διοικητικὸν Συμβούλιον ἡμετέρου Συλλόγου συνελθὸν εἰς ἔκτακτον συνεδρίασιν καταδικάζει τὴν ἐκ μέρους τοῦ κράτους ἐπέμβασιν εἰς τὰ τῆς δικαιοσύνης καὶ διαμαρτύρεται ἐντόνως διὰ τὴν ματαίωσιν τῆς δίκης, ἥτις ἐμφανίζει τὸ κράτος ὡς μὴ σεβόμενον τὰς ἀποφάσεις τῶν δικαστηρίων.	[268, 250, 481, 394]
article-22-headline: ΣΩΜΑΤΕΙΟΝ ΑΡΤΟΠΟΙΩΝ	[960, 994, 1119, 1009]
article-7-paragraph-2: Ἐν ἐναντίᾳ περιπτώσει θὰ θεωρηθῶσιν ἀνυπότακτοι.	[494, 1304, 693, 1333]
article-8-headline: ΛΙΘΙΝΑ ΜΝΗΜΕΙΑ	[722, 70, 905, 92]
serial-left-paragraph-4: Ὅταν ἐνύκτωσε, ἐπέστρεψε εἰς τὸ δωμάτιόν του καὶ κατέπεσεν εἰς τὸ κάθισμα. Ἡ Ἴρμα ἐνεφανίσθη εἰς τὴν θύραν μὲ ἕνα μειδίαμα εἰς τὰ χείλη.	[1158, 456, 1359, 528]
theatre-paragraph: «ΠΑΝΘΕΟΝ» — Σήμερον ἀπόψε ἡ «Ἑλληνικὴ Ὀπερέττα» θὰ δώσῃ τὴν «Νέαν Γενεάν». Αὔριον «Βαπτιστικός». «ΣΠΛΕΝΤΙΤ» — Ὁ θίασος Κοτοπούλη παίζει τὴν «Μαρία Στιούαρτ».	[706, 1020, 921, 1107]
article-11-paragraph: Σήμερον ὥραν 3 μ.μ. εἰς τὸ γήπεδον τῆς Ἑνώσεως θὰ διεξαχθοῦν ἀγῶνες πυγμαχίας μεταξὺ τῶν γνωστῶν πυγμάχων. Τὸ ἐνδιαφέρον εἶναι μέγα.	[706, 616, 921, 689]
article-16-subheadline: ΕΙΣ ΤΑΣ ΣΙΔΗΡ. ΜΕΤΑΦΟΡΑΣ	[952, 83, 1127, 97]
article-16-signature-2: Γ. Θ. Τσακιρίδης	[1030, 506, 1141, 521]
serial-title-box	[1158, 42, 1570, 122]
